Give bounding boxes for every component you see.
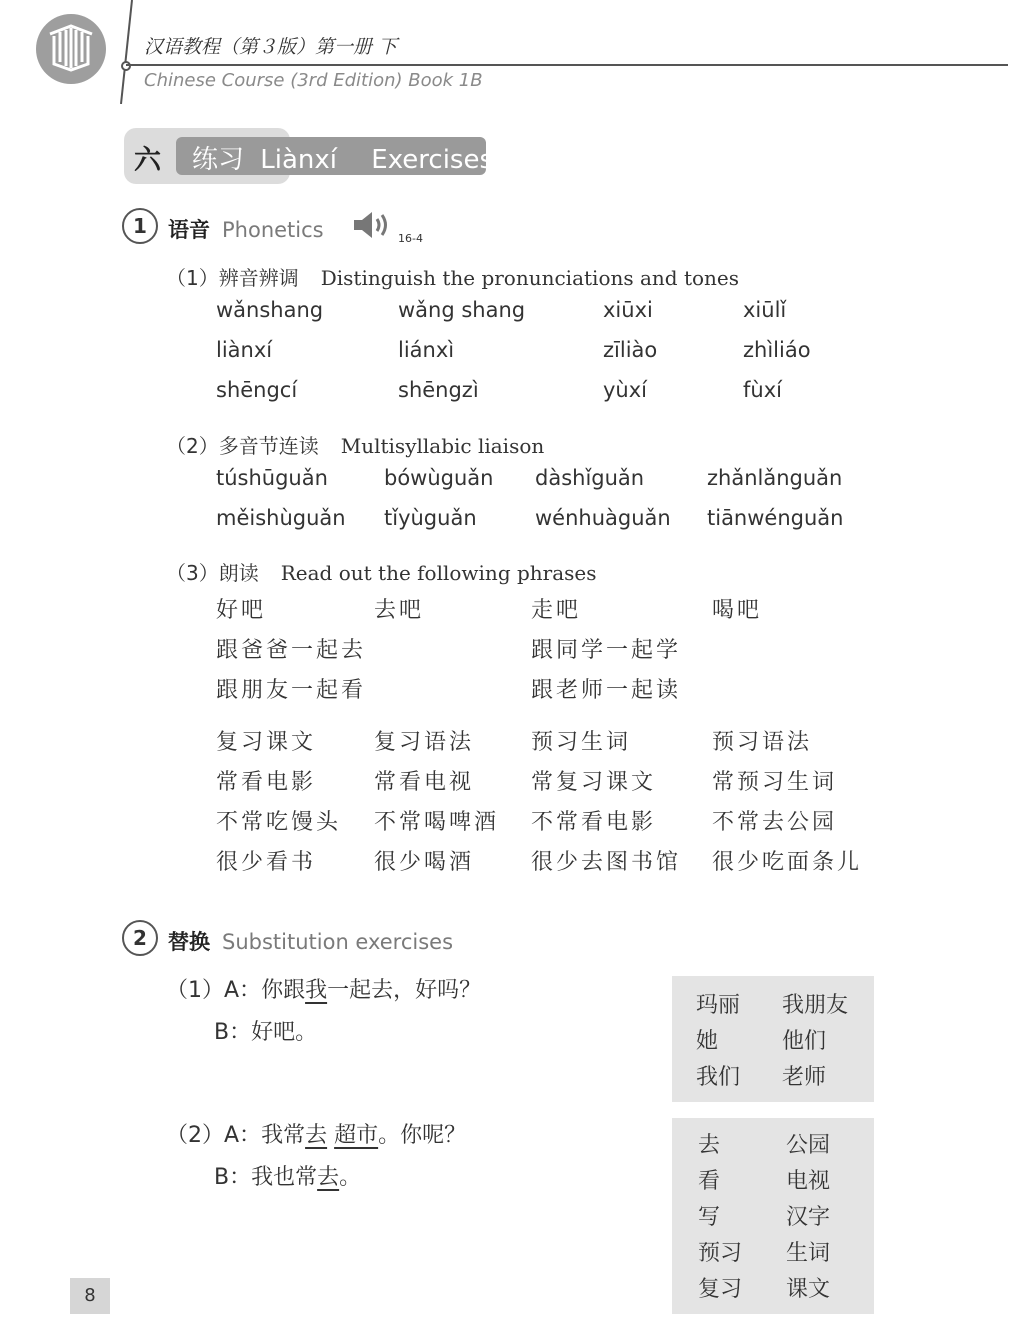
part-3-label — [166, 557, 597, 586]
book-title-cn: 汉语教程（第３版）第一册 下 — [144, 36, 398, 58]
exercise-1-title — [168, 214, 324, 244]
pinyin-item: yùxí — [603, 378, 647, 402]
dialogue-2-number: （2） — [166, 1123, 224, 1148]
part-1-label-en: Distinguish the pronunciations and tones — [320, 266, 740, 290]
exercise-2-title-cn: 替换 — [168, 930, 210, 954]
substitution-word: 复习 — [698, 1277, 743, 1302]
pinyin-item: fùxí — [743, 378, 782, 402]
phrase-item: 很少喝酒 — [374, 850, 475, 875]
substitution-word: 我朋友 — [782, 993, 849, 1018]
audio-track-number: 16-4 — [398, 232, 423, 245]
substitution-word: 玛丽 — [696, 993, 741, 1018]
exercise-2-title — [168, 926, 453, 956]
exercise-1-number: 1 — [122, 208, 158, 244]
exercise-1-title-cn: 语音 — [168, 218, 210, 242]
part-2-label-cn: 多音节连读 — [218, 434, 319, 458]
substitution-word: 老师 — [782, 1065, 827, 1090]
dialogue-2-line-b — [214, 1160, 361, 1191]
section-title — [192, 139, 493, 176]
pinyin-item: wǎnshang — [216, 298, 324, 322]
pinyin-item: túshūguǎn — [216, 466, 328, 490]
pinyin-item: xiūlǐ — [743, 298, 787, 322]
phrase-item: 常看电影 — [216, 770, 317, 795]
phrase-item: 好吧 — [216, 598, 267, 623]
book-title-en: Chinese Course (3rd Edition) Book 1B — [144, 70, 483, 91]
header-divider-horizontal — [126, 64, 1008, 66]
dialogue-text: 好吧。 — [251, 1020, 318, 1045]
pinyin-item: wǎng shang — [398, 298, 526, 322]
pinyin-item: zhìliáo — [743, 338, 811, 362]
phrase-item: 跟爸爸一起去 — [216, 638, 367, 663]
substitution-word: 她 — [696, 1029, 719, 1054]
substitution-word: 我们 — [696, 1065, 741, 1090]
phrase-item: 不常喝啤酒 — [374, 810, 500, 835]
substitution-slot: 我 — [305, 978, 328, 1003]
substitution-slot: 去 — [317, 1165, 340, 1190]
part-2-label-en: Multisyllabic liaison — [340, 434, 545, 458]
phrase-item: 预习生词 — [531, 730, 632, 755]
substitution-box-1 — [672, 976, 874, 1102]
phrase-item: 很少去图书馆 — [531, 850, 682, 875]
dialogue-text: 我也常 — [251, 1165, 318, 1190]
pinyin-item: shēngzì — [398, 378, 479, 402]
dialogue-1-line-b — [214, 1015, 317, 1046]
section-title-en: Exercises — [371, 145, 494, 175]
phrase-item: 不常看电影 — [531, 810, 657, 835]
dialogue-text: 一起去，好吗？ — [327, 978, 482, 1003]
exercise-1-title-en: Phonetics — [222, 218, 324, 242]
dialogue-2-line-a — [166, 1118, 466, 1149]
exercise-2-title-en: Substitution exercises — [222, 930, 454, 954]
section-title-cn: 练习 — [192, 145, 245, 175]
pinyin-item: bówùguǎn — [384, 466, 494, 490]
part-1-label — [166, 262, 739, 291]
dialogue-text: 你跟 — [261, 978, 306, 1003]
part-2-label — [166, 430, 544, 459]
dialogue-1-line-a — [166, 973, 481, 1004]
substitution-word: 汉字 — [786, 1205, 831, 1230]
substitution-word: 公园 — [786, 1133, 831, 1158]
speaker-a-label: A： — [224, 978, 262, 1003]
dialogue-text: 我常 — [261, 1123, 306, 1148]
substitution-slot: 超市 — [334, 1123, 379, 1148]
dialogue-text: 。 — [339, 1165, 362, 1190]
dialogue-1-number: （1） — [166, 978, 224, 1003]
part-3-number: （3） — [166, 561, 219, 585]
speaker-b-label: B： — [214, 1165, 252, 1190]
speaker-icon[interactable] — [350, 208, 394, 242]
speaker-a-label: A： — [224, 1123, 262, 1148]
substitution-box-2 — [672, 1118, 874, 1314]
page-number: 8 — [70, 1278, 110, 1314]
phrase-item: 常看电视 — [374, 770, 475, 795]
substitution-word: 生词 — [786, 1241, 831, 1266]
part-2-number: （2） — [166, 434, 219, 458]
phrase-item: 跟老师一起读 — [531, 678, 682, 703]
phrase-item: 走吧 — [531, 598, 582, 623]
phrase-item: 复习课文 — [216, 730, 317, 755]
phrase-item: 常预习生词 — [712, 770, 838, 795]
substitution-word: 课文 — [786, 1277, 831, 1302]
dialogue-text: 。你呢？ — [378, 1123, 467, 1148]
phrase-item: 复习语法 — [374, 730, 475, 755]
phrase-item: 喝吧 — [712, 598, 763, 623]
pinyin-item: zhǎnlǎnguǎn — [707, 466, 843, 490]
phrase-item: 很少看书 — [216, 850, 317, 875]
part-1-number: （1） — [166, 266, 219, 290]
phrase-item: 预习语法 — [712, 730, 813, 755]
pinyin-item: shēngcí — [216, 378, 298, 402]
phrase-item: 去吧 — [374, 598, 425, 623]
part-3-label-en: Read out the following phrases — [280, 561, 597, 585]
section-title-pinyin: Liànxí — [260, 145, 338, 175]
substitution-word: 去 — [698, 1133, 721, 1158]
pinyin-item: měishùguǎn — [216, 506, 346, 530]
pinyin-item: xiūxi — [603, 298, 653, 322]
substitution-word: 电视 — [786, 1169, 831, 1194]
pinyin-item: zīliào — [603, 338, 658, 362]
pinyin-item: dàshǐguǎn — [535, 466, 645, 490]
exercise-2-number: 2 — [122, 920, 158, 956]
phrase-item: 不常吃馒头 — [216, 810, 342, 835]
section-banner — [124, 128, 494, 184]
substitution-word: 他们 — [782, 1029, 827, 1054]
phrase-item: 常复习课文 — [531, 770, 657, 795]
pinyin-item: tiānwénguǎn — [707, 506, 844, 530]
part-1-label-cn: 辨音辨调 — [218, 266, 299, 290]
phrase-item: 跟朋友一起看 — [216, 678, 367, 703]
substitution-word: 写 — [698, 1205, 721, 1230]
substitution-slot: 去 — [305, 1123, 328, 1148]
speaker-b-label: B： — [214, 1020, 252, 1045]
header-divider-vertical — [118, 0, 136, 104]
pinyin-item: tǐyùguǎn — [384, 506, 477, 530]
part-3-label-cn: 朗读 — [218, 561, 259, 585]
pinyin-item: wénhuàguǎn — [535, 506, 671, 530]
pinyin-item: liànxí — [216, 338, 273, 362]
book-logo — [36, 14, 106, 84]
phrase-item: 跟同学一起学 — [531, 638, 682, 663]
substitution-word: 看 — [698, 1169, 721, 1194]
substitution-word: 预习 — [698, 1241, 743, 1266]
phrase-item: 很少吃面条儿 — [712, 850, 863, 875]
phrase-item: 不常去公园 — [712, 810, 838, 835]
section-number: 六 — [134, 145, 161, 176]
pinyin-item: liánxì — [398, 338, 455, 362]
book-logo-icon — [36, 14, 106, 84]
